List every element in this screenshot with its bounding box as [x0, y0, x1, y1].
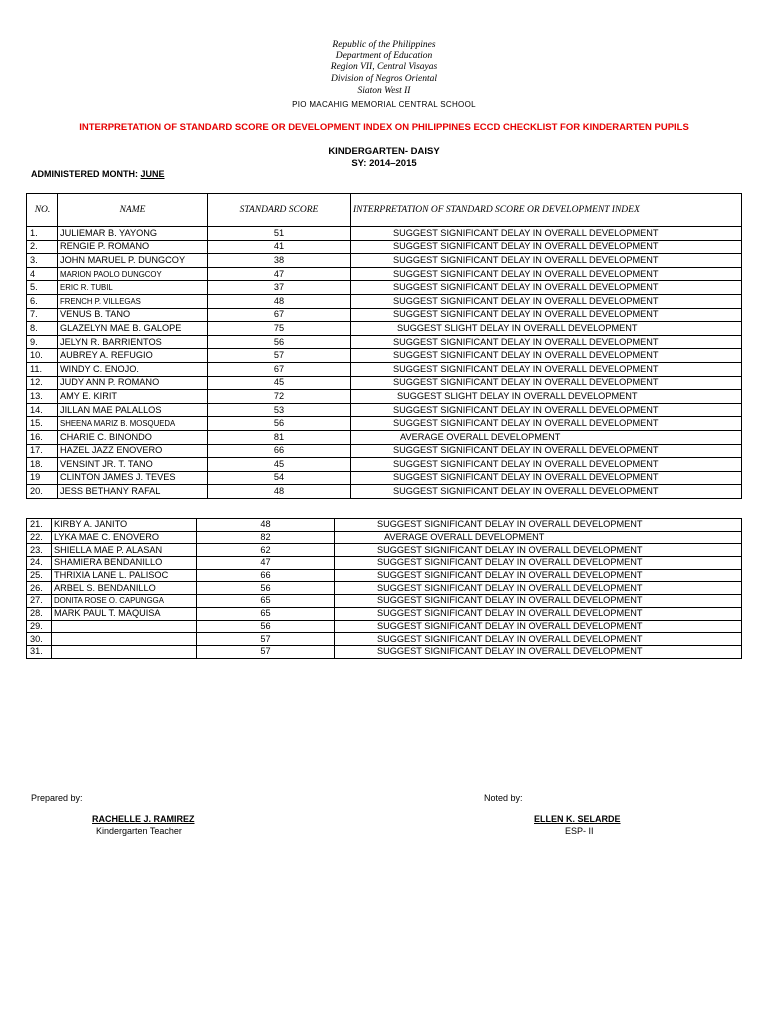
cell-name: KIRBY A. JANITO	[52, 519, 197, 532]
cell-no: 7.	[27, 308, 58, 322]
cell-interp: SUGGEST SIGNIFICANT DELAY IN OVERALL DEVELOPMENT	[351, 458, 742, 472]
table-row	[27, 485, 742, 499]
cell-name: HAZEL JAZZ ENOVERO	[58, 444, 208, 458]
cell-score: 45	[208, 376, 351, 390]
table-row	[27, 444, 742, 458]
cell-no: 23.	[27, 544, 52, 557]
cell-no: 14.	[27, 403, 58, 417]
cell-name: GLAZELYN MAE B. GALOPE	[58, 322, 208, 336]
cell-score: 56	[208, 335, 351, 349]
cell-interp: SUGGEST SIGNIFICANT DELAY IN OVERALL DEVELOPMENT	[351, 240, 742, 254]
table-row	[27, 544, 742, 557]
school-year: SY: 2014–2015	[351, 158, 417, 169]
table-row	[27, 633, 742, 646]
cell-name: AUBREY A. REFUGIO	[58, 349, 208, 363]
header-republic: Republic of the Philippines	[332, 40, 436, 50]
cell-name: VENSINT JR. T. TANO	[58, 458, 208, 472]
cell-name: JILLAN MAE PALALLOS	[58, 403, 208, 417]
cell-interp: SUGGEST SIGNIFICANT DELAY IN OVERALL DEVELOPMENT	[351, 294, 742, 308]
cell-name: CHARIE C. BINONDO	[58, 430, 208, 444]
cell-interp: SUGGEST SIGNIFICANT DELAY IN OVERALL DEVELOPMENT	[335, 519, 742, 532]
cell-score: 67	[208, 308, 351, 322]
table-row	[27, 227, 742, 241]
header-region: Region VII, Central Visayas	[330, 62, 438, 72]
cell-no: 3.	[27, 254, 58, 268]
prepared-by-title: Kindergarten Teacher	[96, 826, 182, 836]
cell-interp: AVERAGE OVERALL DEVELOPMENT	[335, 531, 742, 544]
cell-score: 67	[208, 362, 351, 376]
col-score-header: STANDARD SCORE	[208, 194, 351, 227]
cell-no: 28.	[27, 607, 52, 620]
cell-score: 65	[197, 595, 335, 608]
prepared-name-text: RACHELLE J. RAMIREZ	[92, 814, 195, 824]
cell-name: JESS BETHANY RAFAL	[58, 485, 208, 499]
cell-score: 81	[208, 430, 351, 444]
cell-name: SHEENA MARIZ B. MOSQUEDA	[58, 417, 208, 431]
cell-no: 2.	[27, 240, 58, 254]
cell-score: 56	[208, 417, 351, 431]
cell-name: WINDY C. ENOJO.	[58, 362, 208, 376]
noted-by-name	[534, 814, 621, 824]
cell-score: 82	[197, 531, 335, 544]
cell-name: DONITA ROSE O. CAPUNGGA	[52, 595, 197, 608]
cell-no: 11.	[27, 362, 58, 376]
table-row	[27, 645, 742, 658]
table-row	[27, 430, 742, 444]
cell-no: 22.	[27, 531, 52, 544]
cell-no: 6.	[27, 294, 58, 308]
cell-score: 56	[197, 620, 335, 633]
noted-name-text: ELLEN K. SELARDE	[534, 814, 621, 824]
cell-interp: SUGGEST SIGNIFICANT DELAY IN OVERALL DEVELOPMENT	[351, 335, 742, 349]
cell-interp: SUGGEST SIGNIFICANT DELAY IN OVERALL DEVELOPMENT	[335, 544, 742, 557]
table-row	[27, 240, 742, 254]
table-row	[27, 403, 742, 417]
cell-no: 16.	[27, 430, 58, 444]
table-row	[27, 349, 742, 363]
header-department: Department of Education	[335, 51, 433, 61]
cell-name: JULIEMAR B. YAYONG	[58, 227, 208, 241]
cell-no: 30.	[27, 633, 52, 646]
table-row	[27, 254, 742, 268]
cell-no: 13.	[27, 390, 58, 404]
cell-no: 8.	[27, 322, 58, 336]
cell-interp: SUGGEST SIGNIFICANT DELAY IN OVERALL DEVELOPMENT	[335, 582, 742, 595]
cell-name	[52, 645, 197, 658]
cell-no: 4	[27, 267, 58, 281]
table-row	[27, 607, 742, 620]
cell-no: 12.	[27, 376, 58, 390]
cell-no: 24.	[27, 557, 52, 570]
cell-score: 66	[208, 444, 351, 458]
cell-score: 66	[197, 569, 335, 582]
cell-score: 38	[208, 254, 351, 268]
col-interp-header: INTERPRETATION OF STANDARD SCORE OR DEVELOPMENT INDEX	[351, 194, 742, 227]
table-row	[27, 335, 742, 349]
cell-score: 57	[197, 633, 335, 646]
cell-no: 15.	[27, 417, 58, 431]
cell-name: MARK PAUL T. MAQUISA	[52, 607, 197, 620]
cell-interp: AVERAGE OVERALL DEVELOPMENT	[351, 430, 742, 444]
table-row	[27, 519, 742, 532]
cell-interp: SUGGEST SIGNIFICANT DELAY IN OVERALL DEVELOPMENT	[335, 557, 742, 570]
administered-label: ADMINISTERED MONTH:	[31, 169, 138, 179]
cell-score: 51	[208, 227, 351, 241]
table-row	[27, 322, 742, 336]
administered-month-value: JUNE	[140, 169, 165, 179]
cell-interp: SUGGEST SLIGHT DELAY IN OVERALL DEVELOPMENT	[351, 390, 742, 404]
table-row	[27, 557, 742, 570]
table-row	[27, 281, 742, 295]
col-no-header: NO.	[27, 194, 58, 227]
cell-score: 57	[208, 349, 351, 363]
noted-by-label: Noted by:	[484, 793, 523, 803]
cell-score: 53	[208, 403, 351, 417]
table-row	[27, 620, 742, 633]
cell-interp: SUGGEST SIGNIFICANT DELAY IN OVERALL DEVELOPMENT	[335, 607, 742, 620]
cell-no: 18.	[27, 458, 58, 472]
cell-name: JUDY ANN P. ROMANO	[58, 376, 208, 390]
cell-score: 48	[208, 485, 351, 499]
cell-interp: SUGGEST SIGNIFICANT DELAY IN OVERALL DEVELOPMENT	[351, 403, 742, 417]
cell-name	[52, 633, 197, 646]
cell-name: CLINTON JAMES J. TEVES	[58, 471, 208, 485]
cell-no: 17.	[27, 444, 58, 458]
noted-by-title: ESP- II	[565, 826, 594, 836]
cell-interp: SUGGEST SIGNIFICANT DELAY IN OVERALL DEVELOPMENT	[351, 254, 742, 268]
cell-interp: SUGGEST SIGNIFICANT DELAY IN OVERALL DEVELOPMENT	[351, 267, 742, 281]
table-row	[27, 582, 742, 595]
prepared-by-label: Prepared by:	[31, 793, 83, 803]
cell-score: 47	[197, 557, 335, 570]
cell-score: 45	[208, 458, 351, 472]
prepared-by-name	[92, 814, 195, 824]
cell-interp: SUGGEST SIGNIFICANT DELAY IN OVERALL DEVELOPMENT	[351, 444, 742, 458]
administered-month	[31, 169, 165, 179]
cell-interp: SUGGEST SIGNIFICANT DELAY IN OVERALL DEVELOPMENT	[351, 349, 742, 363]
cell-no: 21.	[27, 519, 52, 532]
cell-interp: SUGGEST SIGNIFICANT DELAY IN OVERALL DEVELOPMENT	[351, 417, 742, 431]
table-header-row	[27, 194, 742, 227]
cell-interp: SUGGEST SIGNIFICANT DELAY IN OVERALL DEVELOPMENT	[335, 633, 742, 646]
cell-interp: SUGGEST SIGNIFICANT DELAY IN OVERALL DEVELOPMENT	[351, 281, 742, 295]
cell-no: 10.	[27, 349, 58, 363]
table-row	[27, 569, 742, 582]
cell-score: 37	[208, 281, 351, 295]
cell-no: 25.	[27, 569, 52, 582]
cell-name: FRENCH P. VILLEGAS	[58, 294, 208, 308]
header-division: Division of Negros Oriental	[331, 74, 437, 84]
cell-no: 20.	[27, 485, 58, 499]
cell-interp: SUGGEST SLIGHT DELAY IN OVERALL DEVELOPMENT	[351, 322, 742, 336]
table-row	[27, 417, 742, 431]
cell-score: 57	[197, 645, 335, 658]
cell-no: 1.	[27, 227, 58, 241]
cell-name: THRIXIA LANE L. PALISOC	[52, 569, 197, 582]
cell-score: 72	[208, 390, 351, 404]
cell-score: 41	[208, 240, 351, 254]
cell-name: ARBEL S. BENDANILLO	[52, 582, 197, 595]
cell-no: 5.	[27, 281, 58, 295]
cell-name: JELYN R. BARRIENTOS	[58, 335, 208, 349]
cell-score: 75	[208, 322, 351, 336]
cell-name: MARION PAOLO DUNGCOY	[58, 267, 208, 281]
cell-name: SHIELLA MAE P. ALASAN	[52, 544, 197, 557]
cell-score: 56	[197, 582, 335, 595]
cell-name: SHAMIERA BENDANILLO	[52, 557, 197, 570]
cell-name: JOHN MARUEL P. DUNGCOY	[58, 254, 208, 268]
cell-score: 47	[208, 267, 351, 281]
cell-name	[52, 620, 197, 633]
cell-interp: SUGGEST SIGNIFICANT DELAY IN OVERALL DEVELOPMENT	[351, 227, 742, 241]
class-name: KINDERGARTEN- DAISY	[328, 146, 440, 157]
table-row	[27, 390, 742, 404]
cell-score: 54	[208, 471, 351, 485]
cell-name: ERIC R. TUBIL	[58, 281, 208, 295]
table-row	[27, 294, 742, 308]
table-row	[27, 595, 742, 608]
cell-no: 26.	[27, 582, 52, 595]
cell-interp: SUGGEST SIGNIFICANT DELAY IN OVERALL DEVELOPMENT	[335, 595, 742, 608]
cell-score: 48	[197, 519, 335, 532]
cell-name: RENGIE P. ROMANO	[58, 240, 208, 254]
cell-score: 65	[197, 607, 335, 620]
cell-interp: SUGGEST SIGNIFICANT DELAY IN OVERALL DEVELOPMENT	[335, 645, 742, 658]
school-name: PIO MACAHIG MEMORIAL CENTRAL SCHOOL	[292, 100, 476, 109]
table-row	[27, 531, 742, 544]
table-row	[27, 308, 742, 322]
cell-interp: SUGGEST SIGNIFICANT DELAY IN OVERALL DEVELOPMENT	[351, 485, 742, 499]
scores-table-2	[26, 518, 742, 659]
cell-interp: SUGGEST SIGNIFICANT DELAY IN OVERALL DEVELOPMENT	[335, 620, 742, 633]
table-row	[27, 362, 742, 376]
cell-no: 31.	[27, 645, 52, 658]
table-row	[27, 471, 742, 485]
header-district: Siaton West II	[357, 86, 411, 96]
cell-interp: SUGGEST SIGNIFICANT DELAY IN OVERALL DEVELOPMENT	[351, 376, 742, 390]
cell-interp: SUGGEST SIGNIFICANT DELAY IN OVERALL DEVELOPMENT	[351, 308, 742, 322]
cell-interp: SUGGEST SIGNIFICANT DELAY IN OVERALL DEVELOPMENT	[351, 471, 742, 485]
cell-name: LYKA MAE C. ENOVERO	[52, 531, 197, 544]
cell-no: 27.	[27, 595, 52, 608]
cell-score: 62	[197, 544, 335, 557]
cell-no: 9.	[27, 335, 58, 349]
cell-interp: SUGGEST SIGNIFICANT DELAY IN OVERALL DEVELOPMENT	[335, 569, 742, 582]
cell-name: VENUS B. TANO	[58, 308, 208, 322]
cell-interp: SUGGEST SIGNIFICANT DELAY IN OVERALL DEVELOPMENT	[351, 362, 742, 376]
report-title: INTERPRETATION OF STANDARD SCORE OR DEVELOPMENT INDEX ON PHILIPPINES ECCD CHECKLIST FOR KINDERARTEN PUPILS	[79, 122, 689, 133]
table-row	[27, 458, 742, 472]
table-row	[27, 376, 742, 390]
cell-no: 19	[27, 471, 58, 485]
col-name-header: NAME	[58, 194, 208, 227]
table-row	[27, 267, 742, 281]
cell-name: AMY E. KIRIT	[58, 390, 208, 404]
cell-score: 48	[208, 294, 351, 308]
cell-no: 29.	[27, 620, 52, 633]
scores-table-1	[26, 193, 742, 499]
